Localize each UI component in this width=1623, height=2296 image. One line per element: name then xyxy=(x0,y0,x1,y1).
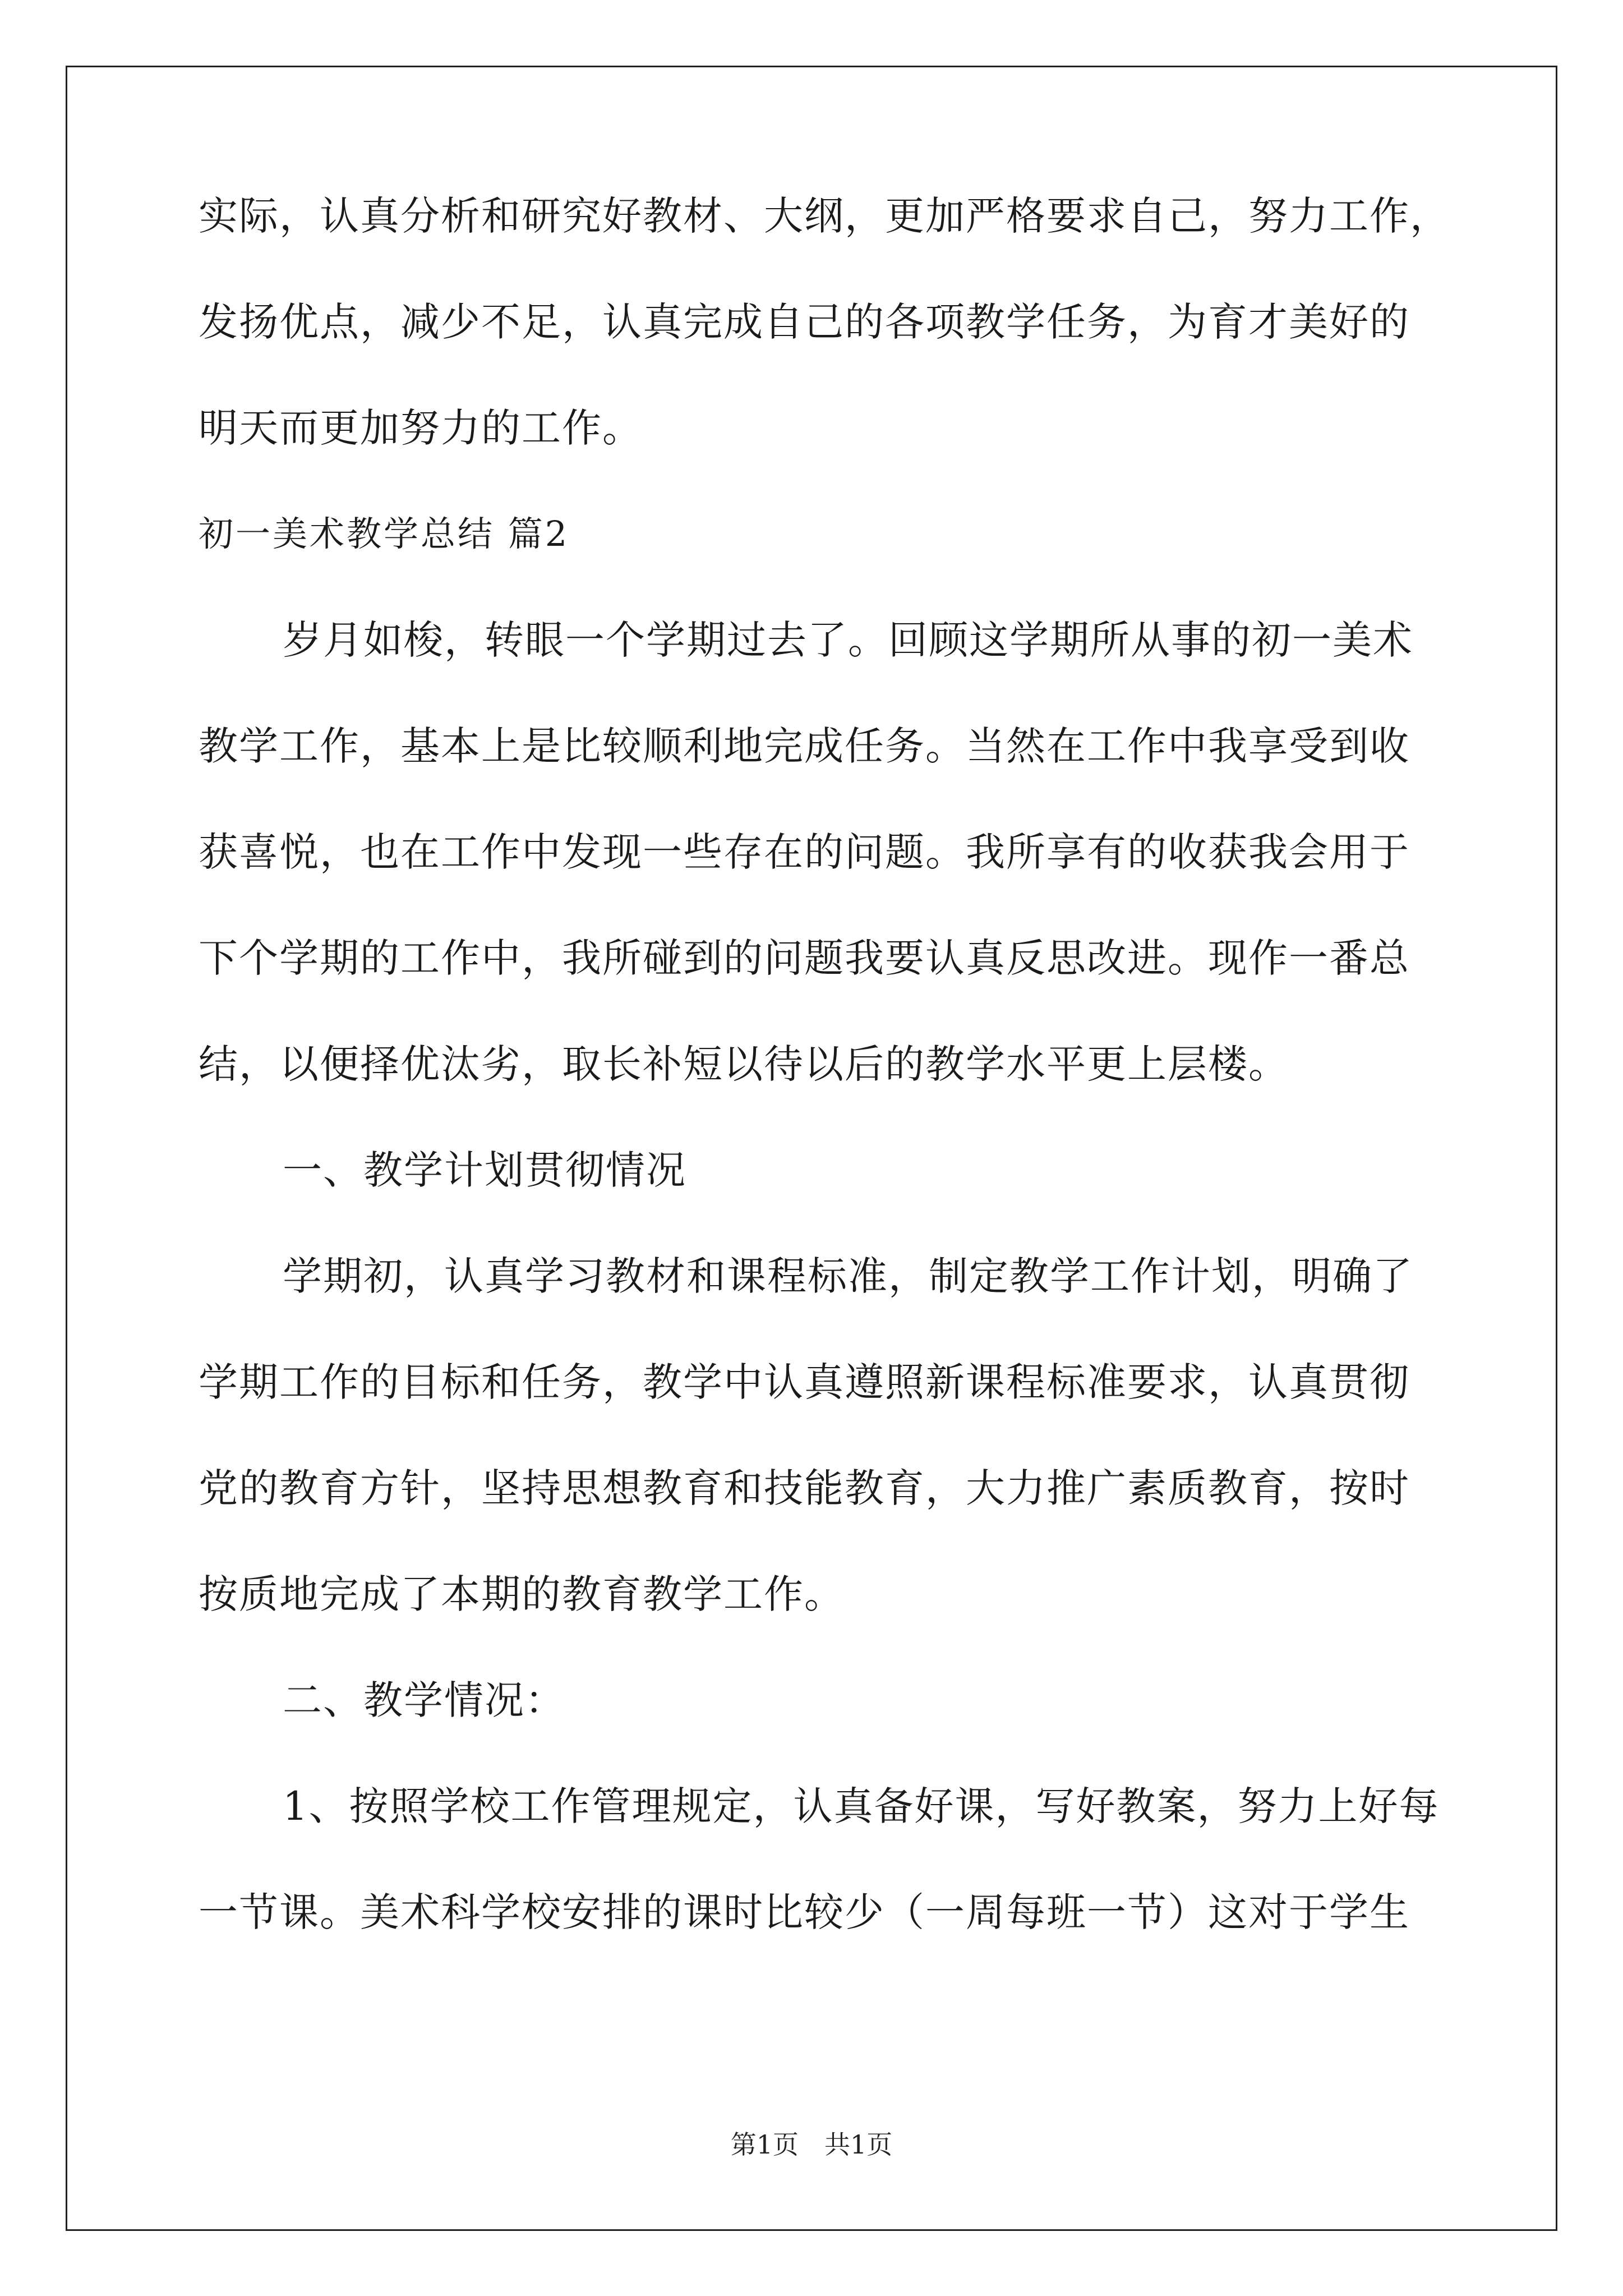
body-line: 1、按照学校工作管理规定，认真备好课，写好教案，努力上好每 xyxy=(283,1783,1440,1829)
subheading-line: 一、教学计划贯彻情况 xyxy=(283,1147,686,1193)
body-line: 党的教育方针，坚持思想教育和技能教育，大力推广素质教育，按时 xyxy=(199,1465,1410,1511)
body-line: 教学工作，基本上是比较顺利地完成任务。当然在工作中我享受到收 xyxy=(199,723,1410,769)
subheading-line: 二、教学情况： xyxy=(283,1677,565,1723)
body-line: 岁月如梭，转眼一个学期过去了。回顾这学期所从事的初一美术 xyxy=(283,617,1413,663)
body-line: 明天而更加努力的工作。 xyxy=(199,405,643,451)
body-line: 实际，认真分析和研究好教材、大纲，更加严格要求自己，努力工作， xyxy=(199,193,1450,239)
body-line: 学期工作的目标和任务，教学中认真遵照新课程标准要求，认真贯彻 xyxy=(199,1359,1410,1405)
body-line: 获喜悦，也在工作中发现一些存在的问题。我所享有的收获我会用于 xyxy=(199,829,1410,875)
body-line: 学期初，认真学习教材和课程标准，制定教学工作计划，明确了 xyxy=(283,1253,1413,1299)
body-line: 发扬优点，减少不足，认真完成自己的各项教学任务，为育才美好的 xyxy=(199,299,1410,345)
document-body xyxy=(199,193,1450,1999)
body-line: 下个学期的工作中，我所碰到的问题我要认真反思改进。现作一番总 xyxy=(199,935,1410,981)
body-line: 结，以便择优汰劣，取长补短以待以后的教学水平更上层楼。 xyxy=(199,1041,1289,1087)
page-number-footer: 第1页 共1页 xyxy=(730,2129,893,2160)
body-line: 一节课。美术科学校安排的课时比较少（一周每班一节）这对于学生 xyxy=(199,1889,1410,1935)
section-heading: 初一美术教学总结 篇2 xyxy=(199,513,570,554)
body-line: 按质地完成了本期的教育教学工作。 xyxy=(199,1571,845,1617)
